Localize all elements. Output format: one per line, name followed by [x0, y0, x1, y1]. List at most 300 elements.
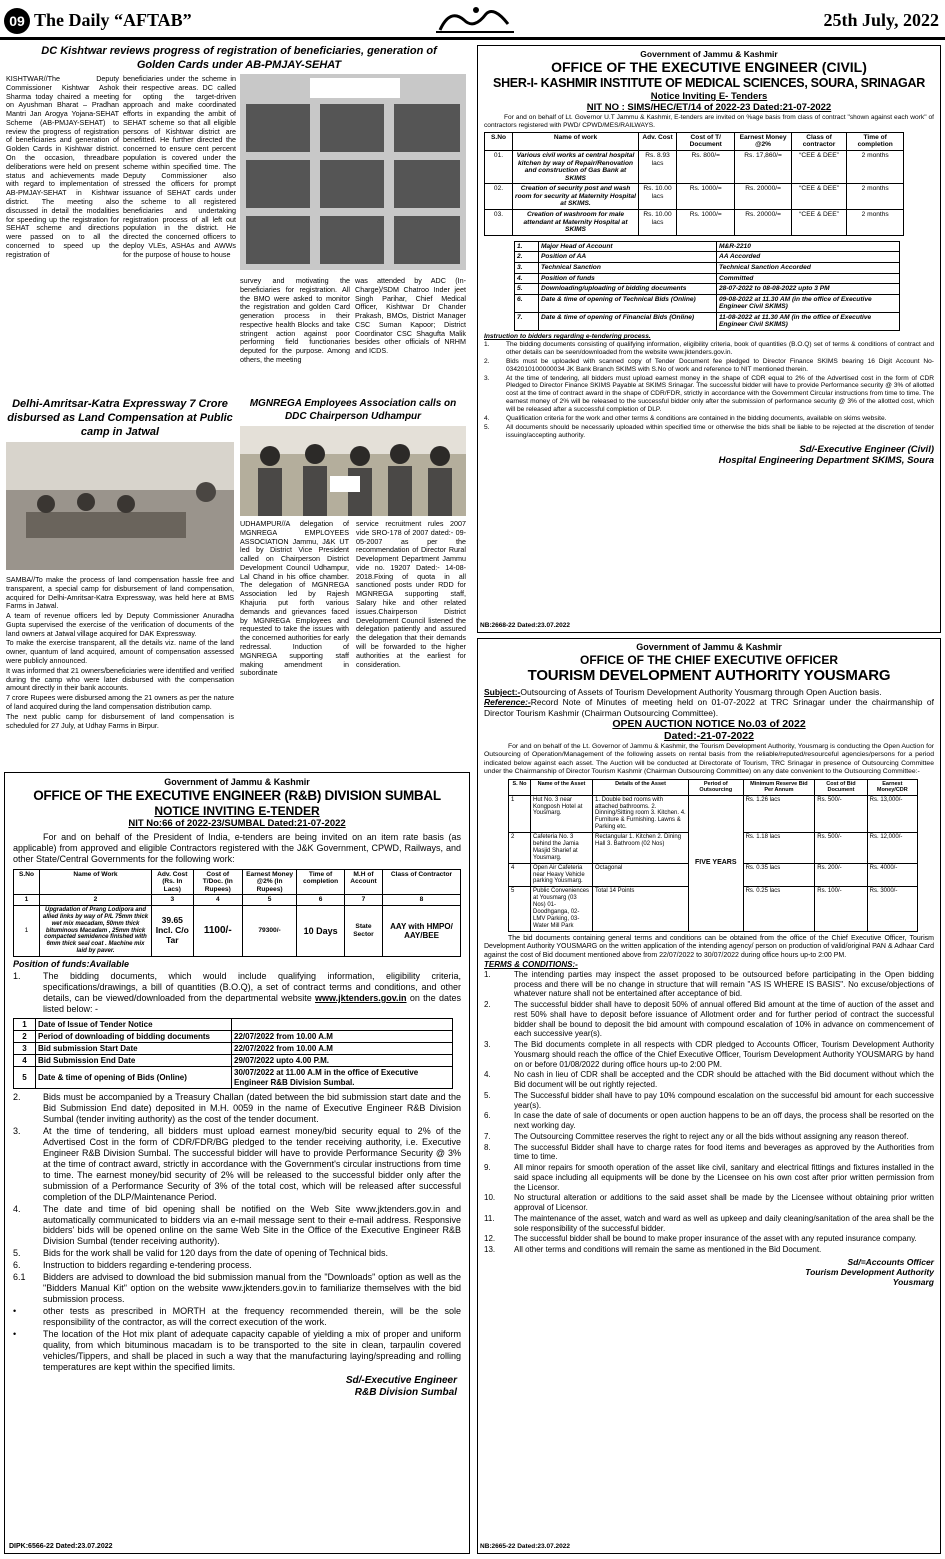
signature-line-1: Sd/=Accounts Officer: [847, 1256, 934, 1267]
story-column-2: service recruitment rules 2007 vide SRO-178 of 2007 dated:- 09-05-2007 as per the recommendation of Director Rural Development Department Jammu vide no. 19207 Dated:- 14-08-2018.Fixing of quota in all sanctioned posts under RDD for MGNREGA supporting staff, Salary hike and other related issues.Chairperson District Development Council listened the delegation patiently and assured the delegation that their demands will be forwarded to the higher authorities at the earliest for consideration.: [356, 519, 466, 669]
td: 6: [297, 895, 345, 906]
td: 28-07-2022 to 08-08-2022 upto 3 PM: [717, 284, 900, 295]
table-row: [515, 262, 900, 273]
td: 7: [344, 895, 382, 906]
tender-skims: [477, 45, 941, 633]
ad-reference: NB:2668-22 Dated:23.07.2022: [480, 622, 570, 630]
story-column-4: was attended by ADC (In-Charge)/SDM Chatroo Inder jeet Singh Parihar, Chief Medical Officer, Kishtwar Dr Chander Prakash, BMOs, District Manager CSC Suman Kapoor; District Coordinator CSC Shagufta Malik besides other officials of NRHM and ICDS.: [355, 276, 466, 356]
td: Rs. 20000/=: [735, 184, 791, 210]
story-column-1: KISHTWAR//The Deputy Commissioner Kishtwar Ashok Sharma today chaired a meeting on Ayushman Bharat – Pradhan Mantri Jan Arogya Yojana-SEHAT Scheme (AB-PMJAY-SEHAT) to review the progress of registration of beneficiaries and generation of Golden Cards in Kishtwar district. On the occasion, threadbare deliberations were held on present status and achievements made with regard to implementation of AB-PMJAY-SEHAT in Kishtwar district. The meeting also discussed in detail the modalities for speeding up the registration for SEHAT scheme and directions were passed on to all the concerned to speed up the registration of: [6, 74, 119, 259]
clause-text: The Outsourcing Committee reserves the right to reject any or all the bids without assigning any reason thereof.: [514, 1131, 909, 1141]
td: 7.: [515, 312, 539, 330]
headline: MGNREGA Employees Association calls on DDC Chairperson Udhampur: [249, 398, 457, 422]
tender-rb-sumbal: [4, 772, 470, 1554]
notice-tda-yousmarg: [477, 638, 941, 1554]
table-row: [485, 150, 904, 183]
td: Creation of washroom for male attendant at Maternity Hospital at SKIMS: [513, 210, 639, 236]
td: Position of AA: [539, 252, 717, 263]
td: Rectangular 1. Kitchen 2. Dining Hall 3. Bathroom (02 Nos): [593, 833, 689, 864]
terms-heading: TERMS & CONDITIONS:-: [484, 960, 578, 970]
table-header: [485, 132, 904, 150]
intro: For and on behalf of the President of India, e-tenders are being invited on an item rate basis (as applicable) from approved and eligible Contractors registered with the J&K Government, CPWD, Railways, and other State/Central Governments for the following work:: [13, 831, 461, 865]
clause-text: Qualification criteria for the work and other terms & conditions are contained in the bidding documents, available on skims website.: [506, 415, 887, 423]
clause-text: The successful Bidder shall have to charge rates for food items and beverages as approved by the Authorities from time to time.: [514, 1142, 934, 1162]
td: Technical Sanction: [539, 262, 717, 273]
clause-text: The date and time of bid opening shall be notified on the Web Site www.jktenders.gov.in and automatically communicated to bidders via an e-mail message sent to their e-mail address. Responsive bidders' bids will be opened online on the same Web Site in the Office of the Executive Engineer R&B Division Sumbal (tender receiving authority).: [43, 1203, 461, 1247]
th: Earnest Money/CDR: [867, 780, 917, 796]
signature-line-2: Tourism Development Authority: [805, 1267, 934, 1278]
clause-text: Bids for the work shall be valid for 120 days from the date of opening of Technical bids.: [43, 1248, 389, 1259]
clause-number: 2.: [13, 1091, 21, 1102]
td: 39.65 Incl. C/o Tar: [152, 905, 194, 956]
th: Time of completion: [297, 869, 345, 895]
table-row: [515, 241, 900, 252]
table-row: [14, 1018, 453, 1030]
clause: [13, 971, 461, 1015]
td: Rs. 1000/=: [677, 210, 735, 236]
clause: [484, 1193, 934, 1213]
clause-number: 3.: [484, 374, 490, 382]
clause: [484, 415, 934, 423]
reference: [484, 697, 934, 717]
clause-text: All documents should be necessarily uploaded within specified time or otherwise the bids shall be liable to be rejected at the discretion of tender issuing/accepting authority.: [506, 423, 934, 439]
td: 30/07/2022 at 11.00 A.M in the office of Executive Engineer R&B Division Sumbal.: [232, 1067, 453, 1088]
td: Rs. 8.93 lacs: [639, 150, 677, 183]
td: Hut No. 3 near Kongposh Hotel at Yousmarg.: [531, 795, 593, 832]
td: Period of downloading of bidding documents: [36, 1030, 232, 1042]
table-header: [14, 869, 461, 895]
clause: [13, 1092, 461, 1125]
table-row: [14, 895, 461, 906]
paragraph: To make the exercise transparent, all the details viz. name of the land owner, quantum of land acquired, amount of compensation assessed were publicly announced.: [6, 638, 234, 666]
td: 4: [509, 863, 531, 887]
td: AAY with HMPO/ AAY/BEE: [383, 905, 461, 956]
td: Rs. 800/=: [677, 150, 735, 183]
th: S.No: [14, 869, 40, 895]
ad-reference: NB:2665-22 Dated:23.07.2022: [480, 1543, 570, 1551]
masthead: [0, 0, 945, 40]
clause: [484, 358, 934, 374]
clause-text: other tests as prescribed in MORTH at the frequency recommended therein, will be the sole responsibility of the contractor, as will the correct execution of the work.: [43, 1306, 461, 1328]
ad-reference: DIPK:6566-22 Dated:23.07.2022: [9, 1542, 113, 1550]
clause-text: Bids must be uploaded with scanned copy of Tender Document fee pledged to Director Finance SKIMS bearing 16 Digit Account No-0342010100000034 JK Bank Branch SKIMS with S.No of work and reference to NIT mentioned therein.: [506, 357, 934, 373]
story-mgnrega: [240, 398, 466, 768]
story-column-3: survey and motivating the beneficiaries for registration. All the BMO were asked to monitor the registration and golden Card generation process in their respective health Blocks and take stringent action against poor performing field functionaries deputed for the purpose. Among others, the meeting: [240, 276, 350, 365]
td: 01.: [485, 150, 513, 183]
table-row: [515, 312, 900, 330]
th: Minimum Reserve Bid Per Annum: [743, 780, 815, 796]
bid-documents-paragraph: The bid documents containing general terms and conditions can be obtained from the office of the Chief Executive Officer, Tourism Development Authority YOUSMARG on the written application of the intending agency/ person on production of valid/original PAN & Adhaar Card against the cost of Bid document mentioned above from 22/07/2022 to 30/07/2022 during office hours up-to 2:00 PM.: [484, 934, 934, 959]
td: 5: [14, 1067, 36, 1088]
td: 5: [242, 895, 296, 906]
table-row: [515, 284, 900, 295]
td: 02.: [485, 184, 513, 210]
camp-photo: [6, 442, 234, 570]
td: Rs. 500/-: [815, 833, 867, 864]
story-expressway: [6, 398, 234, 768]
clause-text: All minor repairs for smooth operation of the asset like civil, sanitary and electrical fittings and fixtures installed in the said space including all equipments will be done by the Licensee on his own cost after prior written permission from the Licensor.: [514, 1163, 934, 1192]
clause-number: 9.: [484, 1163, 491, 1173]
th: Cost of T/ Document: [677, 132, 735, 150]
td: “CEE & DEE”: [791, 150, 847, 183]
clause: [484, 1214, 934, 1234]
td: 2: [40, 895, 152, 906]
paragraph: The next public camp for disbursement of land compensation is scheduled for 27 July, at Udhay Farms in Birpur.: [6, 711, 234, 730]
th: Cost of Bid Document: [815, 780, 867, 796]
clause: [484, 970, 934, 999]
story-column-2: beneficiaries under the scheme in their respective areas. DC called for opting the target-driven approach and make coordinated efforts in expanding the ambit of SEHAT scheme so that all eligible persons of Kishtwar district are benefitted. He further directed the concerned to ensure cent percent population is covered under the scheme within specified time. The Deputy Commissioner also stressed the officers for prompt issuance of SEHAT cards under the scheme to all registered beneficiaries and undertaking registration process of all left out population in the district. He directed the concerned officers to deploy VLEs, ASHAs and AWWs for the purpose of house to house: [123, 74, 236, 259]
td: 2: [14, 1030, 36, 1042]
th: Cost of T/Doc. (In Rupees): [193, 869, 242, 895]
td: Technical Sanction Accorded: [717, 262, 900, 273]
clause: [484, 1143, 934, 1163]
skims-items: [484, 341, 934, 440]
table-row: [485, 184, 904, 210]
headline: DC Kishtwar reviews progress of registration of beneficiaries, generation of Golden Cards under AB-PMJAY-SEHAT: [41, 45, 437, 71]
td: 1: [14, 895, 40, 906]
td: State Sector: [344, 905, 382, 956]
th: Name of work: [513, 132, 639, 150]
clause-number: 3.: [13, 1125, 21, 1136]
signature-line-3: Yousmarg: [892, 1277, 934, 1288]
td: Rs. 10.00 lacs: [639, 184, 677, 210]
td: Bid Submission End Date: [36, 1055, 232, 1067]
td: 3: [14, 1043, 36, 1055]
td: Date & time of opening of Financial Bids (Online): [539, 312, 717, 330]
td: 09-08-2022 at 11.30 AM (in the office of Executive Engineer Civil SKIMS): [717, 294, 900, 312]
td: Rs. 500/-: [815, 795, 867, 832]
masthead-logo: [430, 4, 520, 36]
table-row: [515, 252, 900, 263]
gov-line: Government of Jammu & Kashmir: [640, 49, 778, 59]
td: Rs. 1.18 lacs: [743, 833, 815, 864]
assets-table: [508, 779, 918, 932]
clause-number: 13.: [484, 1245, 496, 1255]
td: Upgradation of Prang Lodipora and allied links by way of P/L 75mm thick wet mix macadam, 50mm thick bituminous Macadam , 25mm thick compacted semidence finished with 6mm thick seal coat . Machine mix laid by paver.: [40, 905, 152, 956]
td: Rs. 4000/-: [867, 863, 917, 887]
clause: [484, 1132, 934, 1142]
table-row: [14, 1055, 453, 1067]
td: 6.: [515, 294, 539, 312]
td: 10 Days: [297, 905, 345, 956]
authority-title: TOURISM DEVELOPMENT AUTHORITY YOUSMARG: [527, 667, 891, 685]
clause-text: In case the date of sale of documents or open auction happens to be an off days, the process shall be resorted on the next working day.: [514, 1111, 934, 1131]
website-link[interactable]: www.jktenders.gov.in: [315, 992, 407, 1003]
td: AA Accorded: [717, 252, 900, 263]
clause-number: 6.1: [13, 1272, 26, 1283]
intro: For and on behalf of Lt. Governor U.T Jammu & Kashmir, E-tenders are invited on %age basis from class of contract "shown against each work" of contractors registered with PWD/ CPWD/MES/RAILWAYS.: [484, 113, 934, 129]
th: Class of contractor: [791, 132, 847, 150]
td: 03.: [485, 210, 513, 236]
notice-title: OPEN AUCTION NOTICE No.03 of 2022: [612, 717, 806, 730]
subject-text: Outsourcing of Assets of Tourism Development Authority Yousmarg through Open Auction basis.: [520, 687, 882, 698]
td: 22/07/2022 from 10.00 A.M: [232, 1043, 453, 1055]
td: Rs. 17,860/=: [735, 150, 791, 183]
story-dc-kishtwar: [6, 45, 472, 385]
clause-text: The successful bidder shall have to deposit 50% of annual offered Bid amount at the time of auction of the asset and rest 50% shall have to deposit before issuance of Allotment order and for further period of contract the successful bidder shall be bound to deposit the bid amount with compound escalation of 10% in advance on commencement of each successive year(s).: [514, 1000, 934, 1039]
td: 2 months: [847, 184, 904, 210]
clause: [13, 1329, 461, 1373]
clause-number: 10.: [484, 1193, 496, 1203]
period-cell: FIVE YEARS: [689, 795, 744, 931]
clause-number: 1.: [484, 340, 490, 348]
clause: [13, 1204, 461, 1248]
signature-line-2: Hospital Engineering Department SKIMS, Soura: [718, 455, 934, 467]
paper-title: The Daily “AFTAB”: [34, 10, 192, 30]
td: Open Air Cafeteria near Heavy Vehicle parking Yousmarg.: [531, 863, 593, 887]
issue-date: 25th July, 2022: [823, 10, 939, 30]
clause-text: The intending parties may inspect the asset proposed to be outsourced before participating in the Open bidding process and there will be no change in structure that will remain "AS IS WHERE IS BASIS". No excuse/objections of whatever nature shall not be entertained after acceptance of bid.: [514, 969, 934, 999]
table-row: [515, 294, 900, 312]
clause-number: 4.: [13, 1203, 21, 1214]
clause-number: 8.: [484, 1142, 491, 1152]
clause-number: 7.: [484, 1131, 491, 1141]
paragraph: It was informed that 21 owners/beneficiaries were identified and verified during the camp who were later disbursed with the compensation amount directly in their bank accounts.: [6, 665, 234, 693]
reference-text: Record Note of Minutes of meeting held on 01-07-2022 at TRC Srinagar under the chairmanship of Director Tourism Kashmir (Chairman Outsourcing Committee).: [484, 697, 934, 718]
th: Earnest Money @2% (In Rupees): [242, 869, 296, 895]
signature-line-1: Sd/-Executive Engineer (Civil): [799, 443, 934, 455]
td: Date of Issue of Tender Notice: [36, 1018, 232, 1030]
clause-number: 11.: [484, 1213, 495, 1223]
td: “CEE & DEE”: [791, 210, 847, 236]
paragraph: 7 crore Rupees were disbursed among the 21 owners as per the nature of land acquired during the land compensation distribution camp.: [6, 693, 234, 711]
td: 4: [14, 1055, 36, 1067]
subject: [484, 687, 934, 697]
clause-number: •: [13, 1329, 17, 1340]
td: Rs. 100/-: [815, 887, 867, 931]
th: Name of Work: [40, 869, 152, 895]
th: S.No: [485, 132, 513, 150]
story-body: [6, 576, 234, 731]
td: Rs. 200/-: [815, 863, 867, 887]
clause-text: All other terms and conditions will remain the same as mentioned in the Bid Document.: [514, 1245, 822, 1255]
td: Downloading/uploading of bidding documents: [539, 284, 717, 295]
clause: [13, 1260, 461, 1271]
td: Public Conveniences at Yousmarg (03 Nos) 01- Doodhganga, 02- LMV Parking, 03- Water Mill Park: [531, 887, 593, 931]
td: 11-08-2022 at 11.30 AM (in the office of Executive Engineer Civil SKIMS): [717, 312, 900, 330]
clause: [484, 1245, 934, 1255]
clause-number: 2.: [484, 357, 490, 365]
clause-text: At the time of tendering, all bidders must upload earnest money/bid security equal to 2% of the Advertised Cost in the form of CDR/FDR/BG pledged to the tender receiving authority, i.e. Executive Engineer R&B Division Sumbal. The successful bidder will have to provide Performance Security @ 3% at the time of contract award, strictly in accordance with the Government's circular instructions from time to time. The earnest money/bid security of 2% will be released to the successful bidder only after the submission of a Performance Security of 3% of the total cost, which will be released after successful completion of the DLP/Maintenance Period.: [43, 1125, 461, 1202]
td: Total 14 Points: [593, 887, 689, 931]
table-row: [515, 273, 900, 284]
clause-number: 2.: [484, 1000, 491, 1010]
assets-table-body: [509, 795, 918, 931]
clause-text: The Successful bidder shall have to pay 10% compound escalation on the successful bid amount for each successive year(s).: [514, 1090, 934, 1110]
clause: [484, 1070, 934, 1090]
clause-text: At the time of tendering, all bidders must upload earnest money in the shape of CDR equal to 2% of the Advertised cost in the form of CDR Pledged to Director Finance SKIMS Payable at SKIMS Srinagar. The successful bidder will have to provide Performance security @ 3% of allotted cost at the time of contract award in the shape of CDR/FDR, strictly in accordance with the Government Circular instructions from time to time. The earnest money of 2% will be released to the successful bidder only after the submission of performance security @ 3% of the allotted cost, which will be released after a successful completion of DLP.: [506, 374, 934, 414]
th: S. No: [509, 780, 531, 796]
clause: [484, 375, 934, 415]
td: Rs. 13,000/-: [867, 795, 917, 832]
meeting-photo: [240, 74, 466, 270]
signature-line-1: Sd/-Executive Engineer: [345, 1375, 457, 1387]
notice-title: Notice Inviting E- Tenders: [650, 90, 768, 102]
story-column-1: UDHAMPUR//A delegation of MGNREGA EMPLOYEES ASSOCIATION Jammu, J&K UT led by District Vice President called on Chairperson District Development Council Udhampur, Lal Chand in his office chamber. The delegation of MGNREGA Association led by Rajesh Khajuria put forth various demands and grievances faced by MGNREGA Employees and requested to take the issues with the concerned authorities for early redressal. Induction of MGNREGA supporting staff making amendment in subordinate: [240, 519, 349, 678]
th: Details of the Asset: [593, 780, 689, 796]
clause-text: Bids must be accompanied by a Treasury Challan (dated between the bid submission start date and the Bid Submission End date) deposited in M.H. 0059 in the name of Executive Engineer R&B Division Sumbal (tender inviting authority) as the cost of the tender document.: [43, 1091, 461, 1124]
clause: [13, 1306, 461, 1328]
notice-date: Dated:-21-07-2022: [664, 730, 754, 743]
clause-number: 1.: [484, 969, 491, 979]
clause-number: 4.: [484, 415, 490, 423]
tda-items: [484, 970, 934, 1255]
clause-text: No structural alteration or additions to the said asset shall be made by the Licensee without obtaining prior written approval of Licensor.: [514, 1193, 934, 1213]
td: 1.: [515, 241, 539, 252]
td: Rs. 0.25 lacs: [743, 887, 815, 931]
td: 2: [509, 833, 531, 864]
td: Date & time of opening of Technical Bids (Online): [539, 294, 717, 312]
td: 1: [509, 795, 531, 832]
clause-number: 4.: [484, 1070, 491, 1080]
clause: [13, 1272, 461, 1305]
td: [232, 1018, 453, 1030]
works-table: [484, 132, 904, 236]
clause-text: The successful bidder shall be bound to make proper insurance of the asset with any reputed insurance company.: [514, 1234, 917, 1244]
clause-number: 3.: [484, 1040, 491, 1050]
td: Committed: [717, 273, 900, 284]
td: 3: [152, 895, 194, 906]
td: 2 months: [847, 210, 904, 236]
table-row: [14, 1067, 453, 1088]
headline: Delhi-Amritsar-Katra Expressway 7 Crore disbursed as Land Compensation at Public camp in Jatwal: [7, 398, 233, 438]
table-header: [509, 780, 918, 796]
clause-text: The maintenance of the asset, watch and ward as well as upkeep and daily cleaning/sanitation of the area shall be the sole responsibility of the successful bidder.: [514, 1213, 934, 1233]
info-table: [514, 241, 900, 331]
clause-number: 5.: [13, 1248, 21, 1259]
td: 79300/-: [242, 905, 296, 956]
institute-title: SHER-I- KASHMIR INSTITUTE OF MEDICAL SCIENCES, SOURA, SRINAGAR: [493, 75, 925, 90]
paragraph: SAMBA//To make the process of land compensation hassle free and transparent, a special camp for disbursement of land compensation, acquired for Delhi-Amritsar-Katra Expressway, was held here at BMS Farms in Jatwal.: [6, 575, 234, 611]
table-row: [14, 1030, 453, 1042]
td: Rs. 20000/=: [735, 210, 791, 236]
td: 2 months: [847, 150, 904, 183]
clause-text: The Bid documents complete in all respects with CDR pledged to Accounts Officer, Tourism Development Authority Yousmarg should reach the office of the Chief Executive Officer, Tourism Development Authority YOUSMARG by hand on or before 01/08/2022 during office hours up-to 2:00 PM.: [514, 1040, 934, 1069]
td: “CEE & DEE”: [791, 184, 847, 210]
td: Rs. 1.26 lacs: [743, 795, 815, 832]
clause: [484, 341, 934, 357]
dates-table: [13, 1018, 453, 1089]
info-table-body: [515, 241, 900, 330]
clause: [484, 424, 934, 440]
office-title: OFFICE OF THE CHIEF EXECUTIVE OFFICER: [579, 652, 838, 667]
clause: [484, 1040, 934, 1069]
clause-text: The bidding documents consisting of qualifying information, eligibility criteria, book of quantities (B.O.Q) set of terms & conditions of contract and other details can be seen/downloaded from the website www.jktenders.gov.in.: [506, 340, 934, 356]
funds: Position of funds:Available: [13, 959, 130, 970]
td: 29/07/2022 upto 4.00 P.M.: [232, 1055, 453, 1067]
td: Rs. 1000/=: [677, 184, 735, 210]
intro: For and on behalf of the Lt. Governor of Jammu & Kashmir, the Tourism Development Authority, Yousmarg is conducting the Open Auction for Outsourcing of Operation/Management of the following assets on rental basis from the reliable/reputed/resourceful agencies/persons for a period indicated below against each asset. The Auction will be conducted at Directorate of Tourism, TRC Srinagar in presence of Outsourcing Committee under the Chairmanship of Director Tourism Kashmir (Chairman Outsourcing Committee) on any date convenient to the Outsourcing Committee:-: [484, 742, 934, 775]
instructions-heading: Instruction to bidders regarding e-tendering process.: [484, 332, 651, 340]
clause-number: •: [13, 1306, 17, 1317]
th: Adv. Cost: [639, 132, 677, 150]
nit-number: NIT No:66 of 2022-23/SUMBAL Dated:21-07-2022: [128, 818, 346, 830]
gov-line: Government of Jammu & Kashmir: [164, 777, 310, 787]
clause: [484, 1163, 934, 1192]
th: Time of completion: [847, 132, 904, 150]
td: Cafeteria No. 3 behind the Jamia Masjid Sharief at Yousmarg.: [531, 833, 593, 864]
td: Various civil works at central hospital kitchen by way of Repair/Renovation and construction of Gas Bank at SKIMS: [513, 150, 639, 183]
td: 5.: [515, 284, 539, 295]
office-title: OFFICE OF THE EXECUTIVE ENGINEER (CIVIL): [551, 59, 867, 76]
td: Rs. 12,000/-: [867, 833, 917, 864]
clause: [484, 1000, 934, 1039]
td: 8: [383, 895, 461, 906]
td: 2.: [515, 252, 539, 263]
clause: [484, 1111, 934, 1131]
clause-number: 6.: [484, 1111, 491, 1121]
clause-text: Bidders are advised to download the bid submission manual from the "Downloads" option as well as the "Bidders Manual Kit" option on the website www.jktenders.gov.in to familiarize themselves with the bid submission process.: [43, 1272, 461, 1305]
clause: [13, 1248, 461, 1259]
clause-number: 6.: [13, 1260, 21, 1271]
th: Name of the Asset: [531, 780, 593, 796]
clause-text: The bidding documents, which would include qualifying information, eligibility criteria, specifications/drawings, a bill of quantities (B.O.Q), a set of contract terms and conditions, and other details, can be viewed/downloaded from the departmental website: [43, 970, 461, 1003]
clause-number: 1.: [13, 970, 21, 981]
notice-title: NOTICE INVITING E-TENDER: [154, 803, 320, 818]
td: 4.: [515, 273, 539, 284]
clause-text: on the dates listed below: -: [43, 992, 461, 1014]
table-row: [485, 210, 904, 236]
clause-number: 5.: [484, 1090, 491, 1100]
td: Octagonal: [593, 863, 689, 887]
td: 22/07/2022 from 10.00 A.M: [232, 1030, 453, 1042]
signature-line-2: R&B Division Sumbal: [354, 1387, 457, 1399]
td: Creation of security post and wash room for security at Maternity Hospital at SKIMS.: [513, 184, 639, 210]
page-number: 09: [4, 8, 30, 34]
th: M.H of Account: [344, 869, 382, 895]
td: 1. Double bed rooms with attached bathrooms. 2. Dinning/Sitting room 3. Kitchen. 4. Furniture & Furnishing. Lawns & Parking etc.: [593, 795, 689, 832]
paragraph: A team of revenue officers led by Deputy Commissioner Anuradha Gupta supervised the exercise of the verification of documents of the land owners at Jatwal village acquired for DAK Expressway.: [6, 611, 234, 638]
th: Period of Outsourcing: [689, 780, 744, 796]
gov-line: Government of Jammu & Kashmir: [636, 642, 782, 652]
table-row: [14, 905, 461, 956]
td: Bid submission Start Date: [36, 1043, 232, 1055]
table-row: [509, 795, 918, 832]
td: 1100/-: [193, 905, 242, 956]
td: Rs. 3000/-: [867, 887, 917, 931]
td: Rs. 10.00 lacs: [639, 210, 677, 236]
table-row: [14, 1043, 453, 1055]
clause-text: Instruction to bidders regarding e-tendering process.: [43, 1260, 252, 1271]
td: M&R-2210: [717, 241, 900, 252]
th: Class of Contractor: [383, 869, 461, 895]
td: 5: [509, 887, 531, 931]
clause-number: 12.: [484, 1234, 496, 1244]
td: Position of funds: [539, 273, 717, 284]
works-table: [13, 869, 461, 958]
th: Adv. Cost (Rs. In Lacs): [152, 869, 194, 895]
clause: [484, 1091, 934, 1111]
td: Rs. 0.35 lacs: [743, 863, 815, 887]
rb-items: [13, 1092, 461, 1373]
td: Major Head of Account: [539, 241, 717, 252]
clause: [13, 1126, 461, 1203]
subject-label: Subject:-: [484, 687, 521, 698]
clause: [484, 1234, 934, 1244]
td: 3.: [515, 262, 539, 273]
td: Date & time of opening of Bids (Online): [36, 1067, 232, 1088]
rb-clauses: [13, 971, 461, 1373]
th: Earnest Money @2%: [735, 132, 791, 150]
clause-text: No cash in lieu of CDR shall be accepted and the CDR should be attached with the Bid document without which the Bid document will be out rightly rejected.: [514, 1070, 934, 1090]
office-title: OFFICE OF THE EXECUTIVE ENGINEER (R&B) DIVISION SUMBAL: [33, 787, 441, 803]
delegation-photo: [240, 426, 466, 516]
clause-number: 5.: [484, 423, 490, 431]
nit-number: NIT NO : SIMS/HEC/ET/14 of 2022-23 Dated:21-07-2022: [586, 102, 832, 114]
clause-text: The location of the Hot mix plant of adequate capacity capable of yielding a mix of proper and uniform quality, from which bituminous macadam is to be transported to the site in clean, tarpaulin covered vehicles/Tippers, and shall be placed in such a way that the manufacturing laying/spreading and rolling temperatures are kept within the specified limits.: [43, 1329, 461, 1373]
td: 1: [14, 905, 40, 956]
td: 1: [14, 1018, 36, 1030]
